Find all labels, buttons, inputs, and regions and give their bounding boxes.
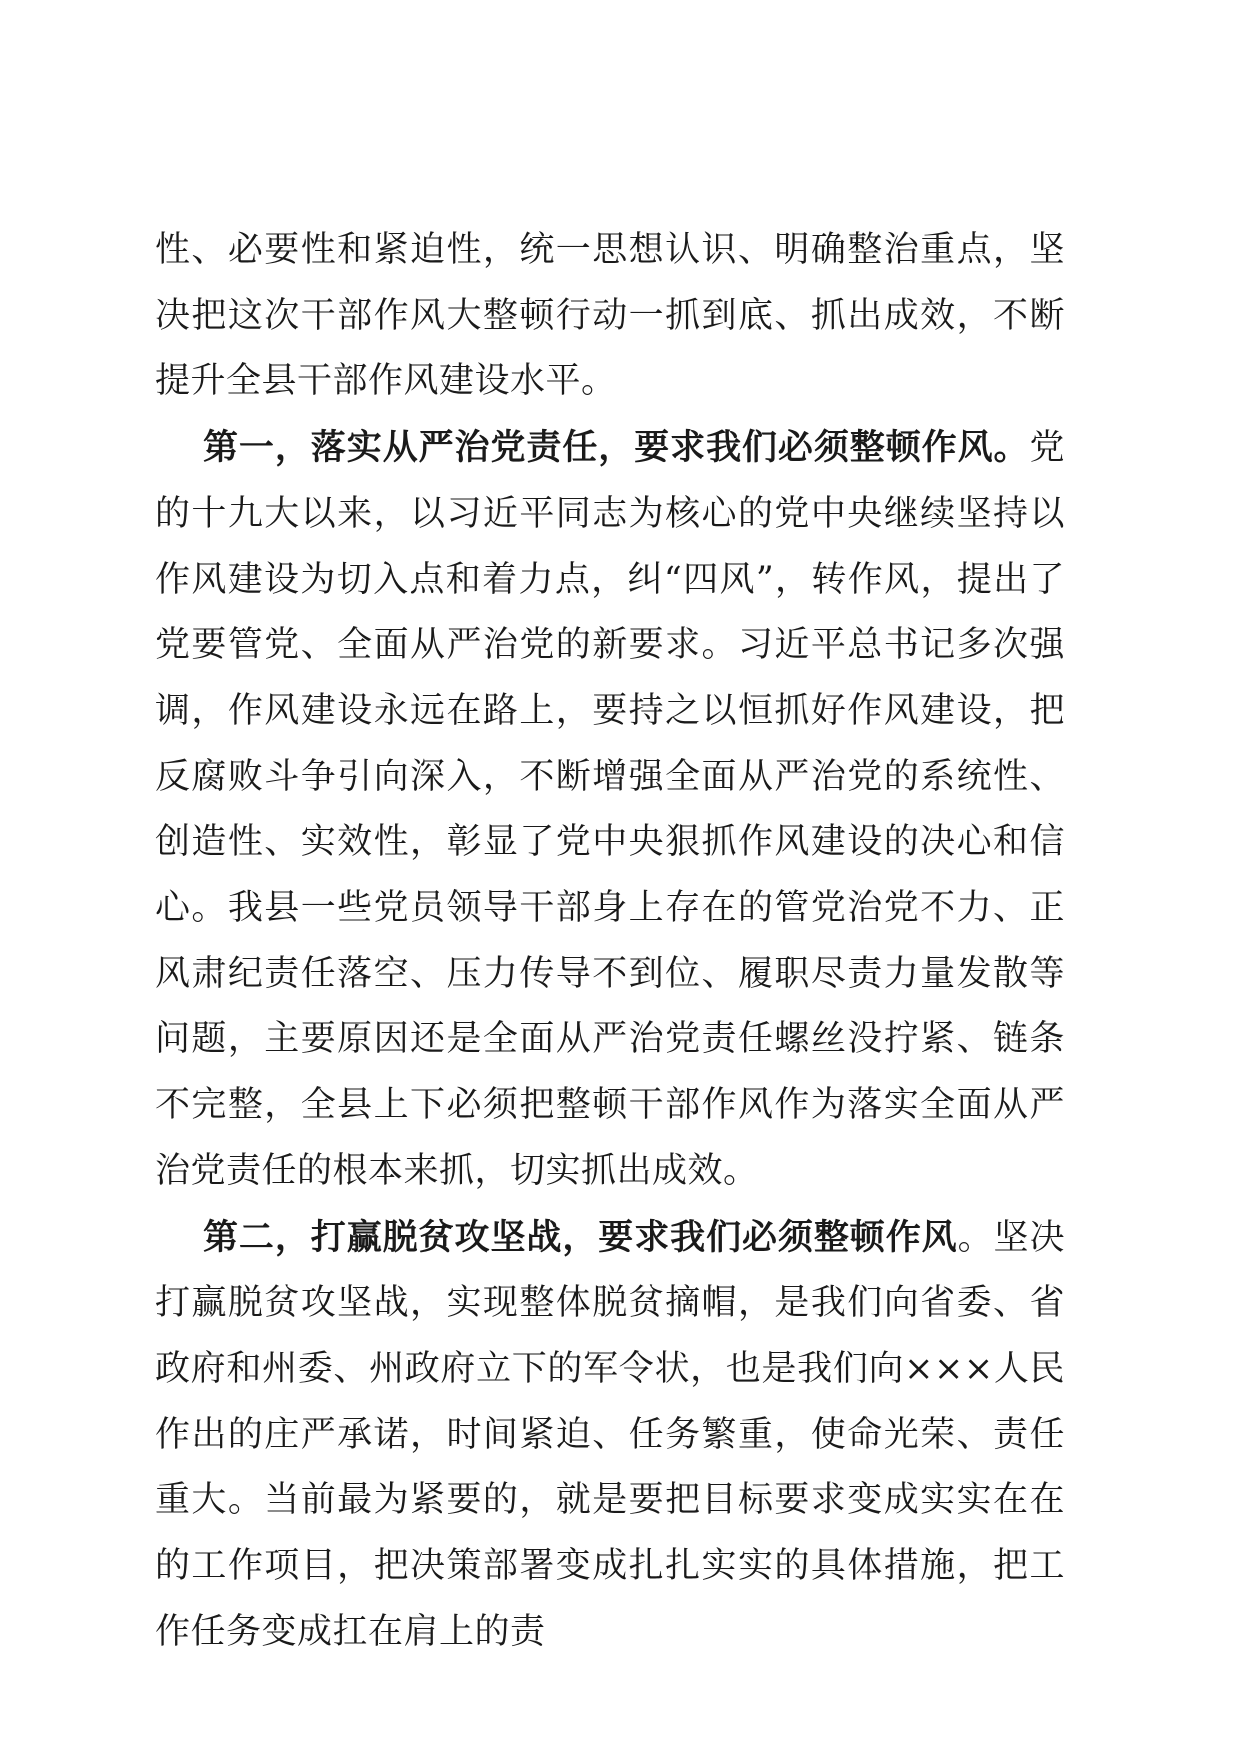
paragraph-text: 党的十九大以来，以习近平同志为核心的党中央继续坚持以作风建设为切入点和着力点，纠“四风”，转作风，提出了党要管党、全面从严治党的新要求。习近平总书记多次强调，作风建设永远在路上，要持之以恒抓好作风建设，把反腐败斗争引向深入，不断增强全面从严治党的系统性、创造性、实效性，彰显了党中央狠抓作风建设的决心和信心。我县一些党员领导干部身上存在的管党治党不力、正风肃纪责任落空、压力传导不到位、履职尽责力量发散等问题，主要原因还是全面从严治党责任螺丝没拧紧、链条不完整，全县上下必须把整顿干部作风作为落实全面从严治党责任的根本来抓，切实抓出成效。	[155, 428, 1065, 1191]
paragraph-heading: 第二，打赢脱贫攻坚战，要求我们必须整顿作风	[203, 1216, 958, 1258]
paragraph-first-point	[155, 415, 1065, 1204]
paragraph-continuation: 性、必要性和紧迫性，统一思想认识、明确整治重点，坚决把这次干部作风大整顿行动一抓到底、抓出成效，不断提升全县干部作风建设水平。	[155, 230, 1065, 402]
document-body	[155, 218, 1065, 1665]
paragraph-heading: 第一，落实从严治党责任，要求我们必须整顿作风。	[203, 427, 1030, 469]
paragraph-text: 。坚决打赢脱贫攻坚战，实现整体脱贫摘帽，是我们向省委、省政府和州委、州政府立下的军令状，也是我们向×××人民作出的庄严承诺，时间紧迫、任务繁重，使命光荣、责任重大。当前最为紧要的，就是要把目标要求变成实实在在的工作项目，把决策部署变成扎扎实实的具体措施，把工作任务变成扛在肩上的责	[155, 1217, 1065, 1652]
paragraph-second-point	[155, 1205, 1065, 1666]
